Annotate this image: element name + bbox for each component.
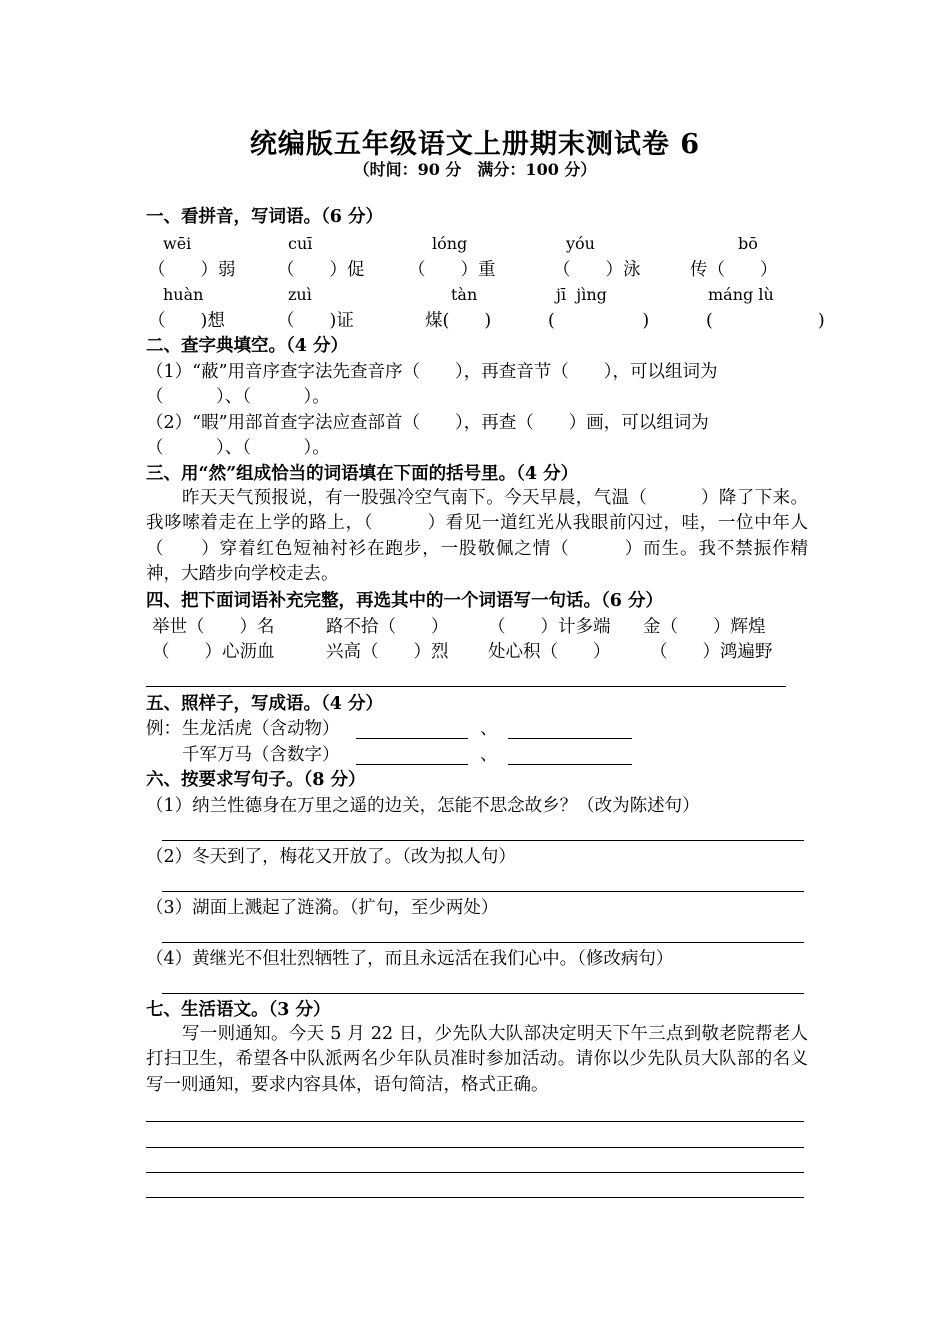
- page-title: 统编版五年级语文上册期末测试卷 6: [249, 129, 701, 160]
- pinyin: zuì: [288, 285, 312, 304]
- word-blank[interactable]: （ )证: [277, 311, 354, 331]
- answer-line[interactable]: [162, 942, 804, 943]
- idiom-blank[interactable]: （ ）鸿遍野: [650, 642, 773, 662]
- answer-line[interactable]: [146, 1172, 804, 1173]
- question-line: （1）纳兰性德身在万里之遥的边关，怎能不思念故乡？（改为陈述句）: [146, 796, 700, 816]
- example-idiom: 生龙活虎（含动物）: [182, 719, 340, 739]
- section-2-heading: 二、查字典填空。（4 分）: [146, 336, 349, 356]
- pinyin: máng lù: [708, 285, 774, 304]
- pinyin: yóu: [566, 234, 595, 253]
- question-line: （3）湖面上溅起了涟漪。（扩句，至少两处）: [146, 898, 499, 918]
- answer-blanks[interactable]: （ ）、（ ）。: [146, 438, 330, 458]
- section-6-heading: 六、按要求写句子。（8 分）: [146, 770, 366, 790]
- separator: 、: [480, 719, 498, 739]
- idiom-blank[interactable]: 金（ ）辉煌: [643, 617, 766, 637]
- answer-line[interactable]: [146, 1147, 804, 1148]
- section-1-heading: 一、看拼音，写词语。（6 分）: [146, 207, 384, 227]
- pinyin: huàn: [163, 285, 204, 304]
- answer-line[interactable]: [162, 891, 804, 892]
- pinyin: cuī: [288, 234, 313, 253]
- section-5-heading: 五、照样子，写成语。（4 分）: [146, 694, 384, 714]
- example-idiom: 千军万马（含数字）: [182, 745, 340, 765]
- answer-line[interactable]: [146, 1197, 804, 1198]
- pinyin: jī jìng: [556, 285, 607, 304]
- answer-blanks[interactable]: （ ）、（ ）。: [146, 387, 330, 407]
- word-blank[interactable]: （ ）促: [277, 260, 365, 280]
- passage: 写一则通知。今天 5 月 22 日，少先队大队部决定明天下午三点到敬老院帮老人打扫卫生，希望各中队派两名少年队员准时参加活动。请你以少先队员大队部的名义写一则通知，要求内容具体，语句简洁，格式正确。: [146, 1024, 808, 1095]
- answer-line[interactable]: [356, 764, 468, 765]
- section-4-heading: 四、把下面词语补充完整，再选其中的一个词语写一句话。（6 分）: [146, 591, 664, 611]
- word-blank[interactable]: （ ）重: [408, 260, 496, 280]
- pinyin: bō: [738, 234, 758, 253]
- question-line: （1）“蔽”用音序查字法先查音序（ ），再查音节（ ），可以组词为: [146, 362, 718, 382]
- answer-line[interactable]: [508, 764, 632, 765]
- answer-line[interactable]: [508, 738, 632, 739]
- answer-line[interactable]: [162, 993, 804, 994]
- idiom-blank[interactable]: 处心积（ ）: [488, 642, 611, 662]
- word-blank[interactable]: ( ): [548, 311, 650, 331]
- idiom-blank[interactable]: 路不拾（ ）: [326, 617, 449, 637]
- section-7-heading: 七、生活语文。（3 分）: [146, 1000, 331, 1020]
- answer-line[interactable]: [146, 686, 786, 687]
- page-subtitle: （时间：90 分 满分：100 分）: [353, 160, 597, 179]
- question-line: （2）冬天到了，梅花又开放了。（改为拟人句）: [146, 847, 516, 867]
- answer-line[interactable]: [146, 1121, 804, 1122]
- example-label: 例：: [146, 719, 181, 739]
- answer-line[interactable]: [356, 738, 468, 739]
- word-blank[interactable]: （ )想: [148, 311, 225, 331]
- pinyin: wēi: [163, 234, 192, 253]
- word-blank[interactable]: ( ): [706, 311, 825, 331]
- question-line: （2）“暇”用部首查字法应查部首（ ），再查（ ）画，可以组词为: [146, 413, 709, 433]
- word-blank[interactable]: 煤( ): [425, 311, 492, 331]
- section-3-heading: 三、用“然”组成恰当的词语填在下面的括号里。（4 分）: [146, 464, 579, 484]
- word-blank[interactable]: （ ）泳: [553, 260, 641, 280]
- idiom-blank[interactable]: 举世（ ）名: [152, 617, 275, 637]
- pinyin: lóng: [432, 234, 468, 253]
- question-line: （4）黄继光不但壮烈牺牲了，而且永远活在我们心中。（修改病句）: [146, 949, 674, 969]
- word-blank[interactable]: 传（ ）: [690, 260, 778, 280]
- idiom-blank[interactable]: （ ）计多端: [488, 617, 611, 637]
- pinyin: tàn: [451, 285, 478, 304]
- answer-line[interactable]: [162, 840, 804, 841]
- idiom-blank[interactable]: （ ）心沥血: [152, 642, 275, 662]
- idiom-blank[interactable]: 兴高（ ）烈: [326, 642, 449, 662]
- passage: 昨天天气预报说，有一股强冷空气南下。今天早晨，气温（ ）降了下来。我哆嗦着走在上学的路上，（ ）看见一道红光从我眼前闪过，哇，一位中年人（ ）穿着红色短袖衬衫在跑步，一股敬佩之情（ ）而生。我不禁振作精神，大踏步向学校走去。: [146, 488, 808, 585]
- word-blank[interactable]: （ ）弱: [148, 260, 236, 280]
- separator: 、: [480, 745, 498, 765]
